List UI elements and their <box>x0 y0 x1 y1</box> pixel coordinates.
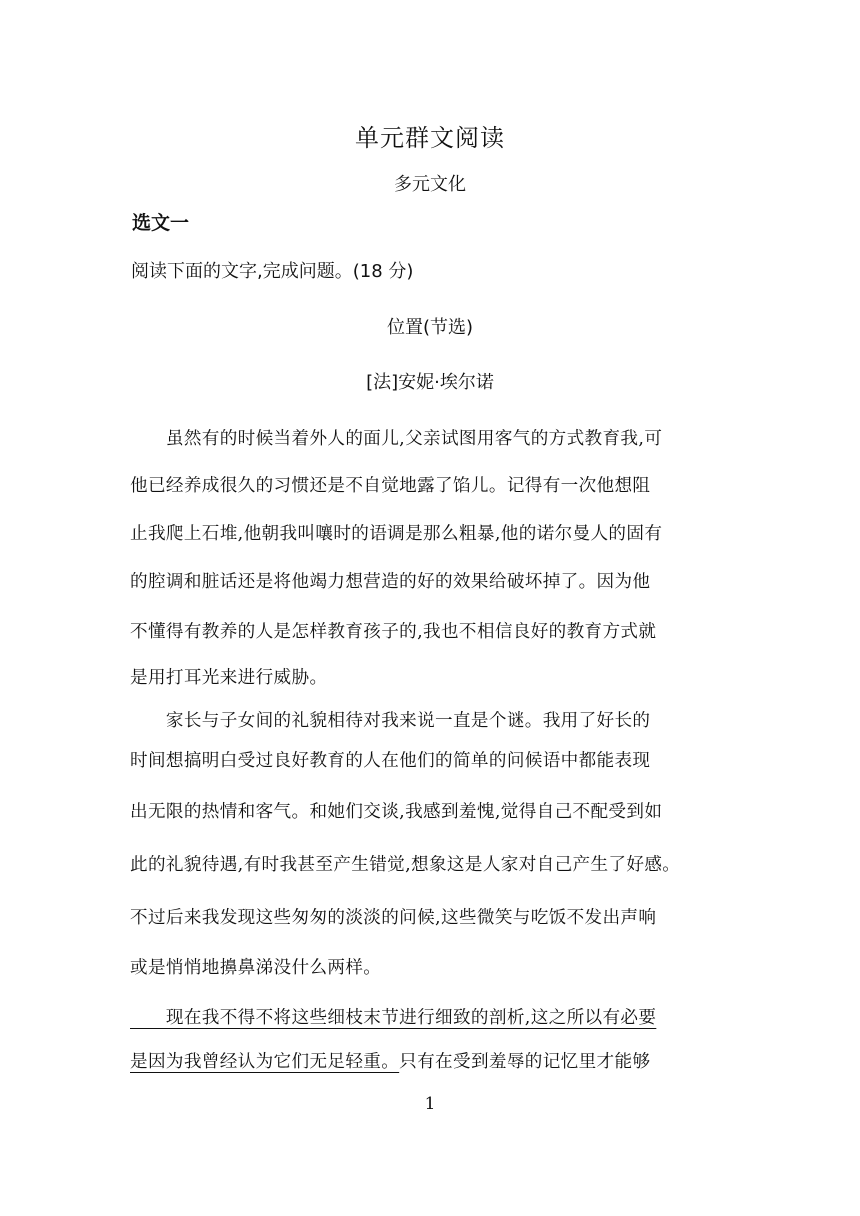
page-number: 1 <box>424 1094 436 1114</box>
article-line-mixed <box>130 1048 650 1073</box>
article-line: 的腔调和脏话还是将他竭力想营造的好的效果给破坏掉了。因为他 <box>130 572 651 592</box>
article-line: 止我爬上石堆,他朝我叫嚷时的语调是那么粗暴,他的诺尔曼人的固有 <box>130 524 663 544</box>
article-title: 位置(节选) <box>386 317 474 338</box>
article-line: 虽然有的时候当着外人的面儿,父亲试图用客气的方式教育我,可 <box>130 429 663 449</box>
page-subtitle: 多元文化 <box>394 174 466 195</box>
underlined-phrase: 是因为我曾经认为它们无足轻重。 <box>130 1052 400 1072</box>
article-author: [法]安妮·埃尔诺 <box>366 372 494 393</box>
article-line: 家长与子女间的礼貌相待对我来说一直是个谜。我用了好长的 <box>130 711 651 731</box>
article-line: 此的礼貌待遇,有时我甚至产生错觉,想象这是人家对自己产生了好感。 <box>130 855 681 875</box>
article-line: 是用打耳光来进行威胁。 <box>130 668 328 688</box>
article-line: 不过后来我发现这些匆匆的淡淡的问候,这些微笑与吃饭不发出声响 <box>130 908 657 928</box>
article-line: 或是悄悄地擤鼻涕没什么两样。 <box>130 958 382 978</box>
question-instruction: 阅读下面的文字,完成问题。(18 分) <box>131 261 414 282</box>
article-line: 不懂得有教养的人是怎样教育孩子的,我也不相信良好的教育方式就 <box>130 622 657 642</box>
article-line: 出无限的热情和客气。和她们交谈,我感到羞愧,觉得自己不配受到如 <box>130 802 663 822</box>
article-line-tail: 只有在受到羞辱的记忆里才能够 <box>399 1052 651 1072</box>
article-line: 时间想搞明白受过良好教育的人在他们的简单的问候语中都能表现 <box>130 751 651 771</box>
underlined-line: 现在我不得不将这些细枝末节进行细致的剖析,这之所以有必要 <box>130 1008 657 1028</box>
article-line: 他已经养成很久的习惯还是不自觉地露了馅儿。记得有一次他想阻 <box>130 476 651 496</box>
section-label: 选文一 <box>132 212 190 234</box>
page-title: 单元群文阅读 <box>355 124 505 152</box>
